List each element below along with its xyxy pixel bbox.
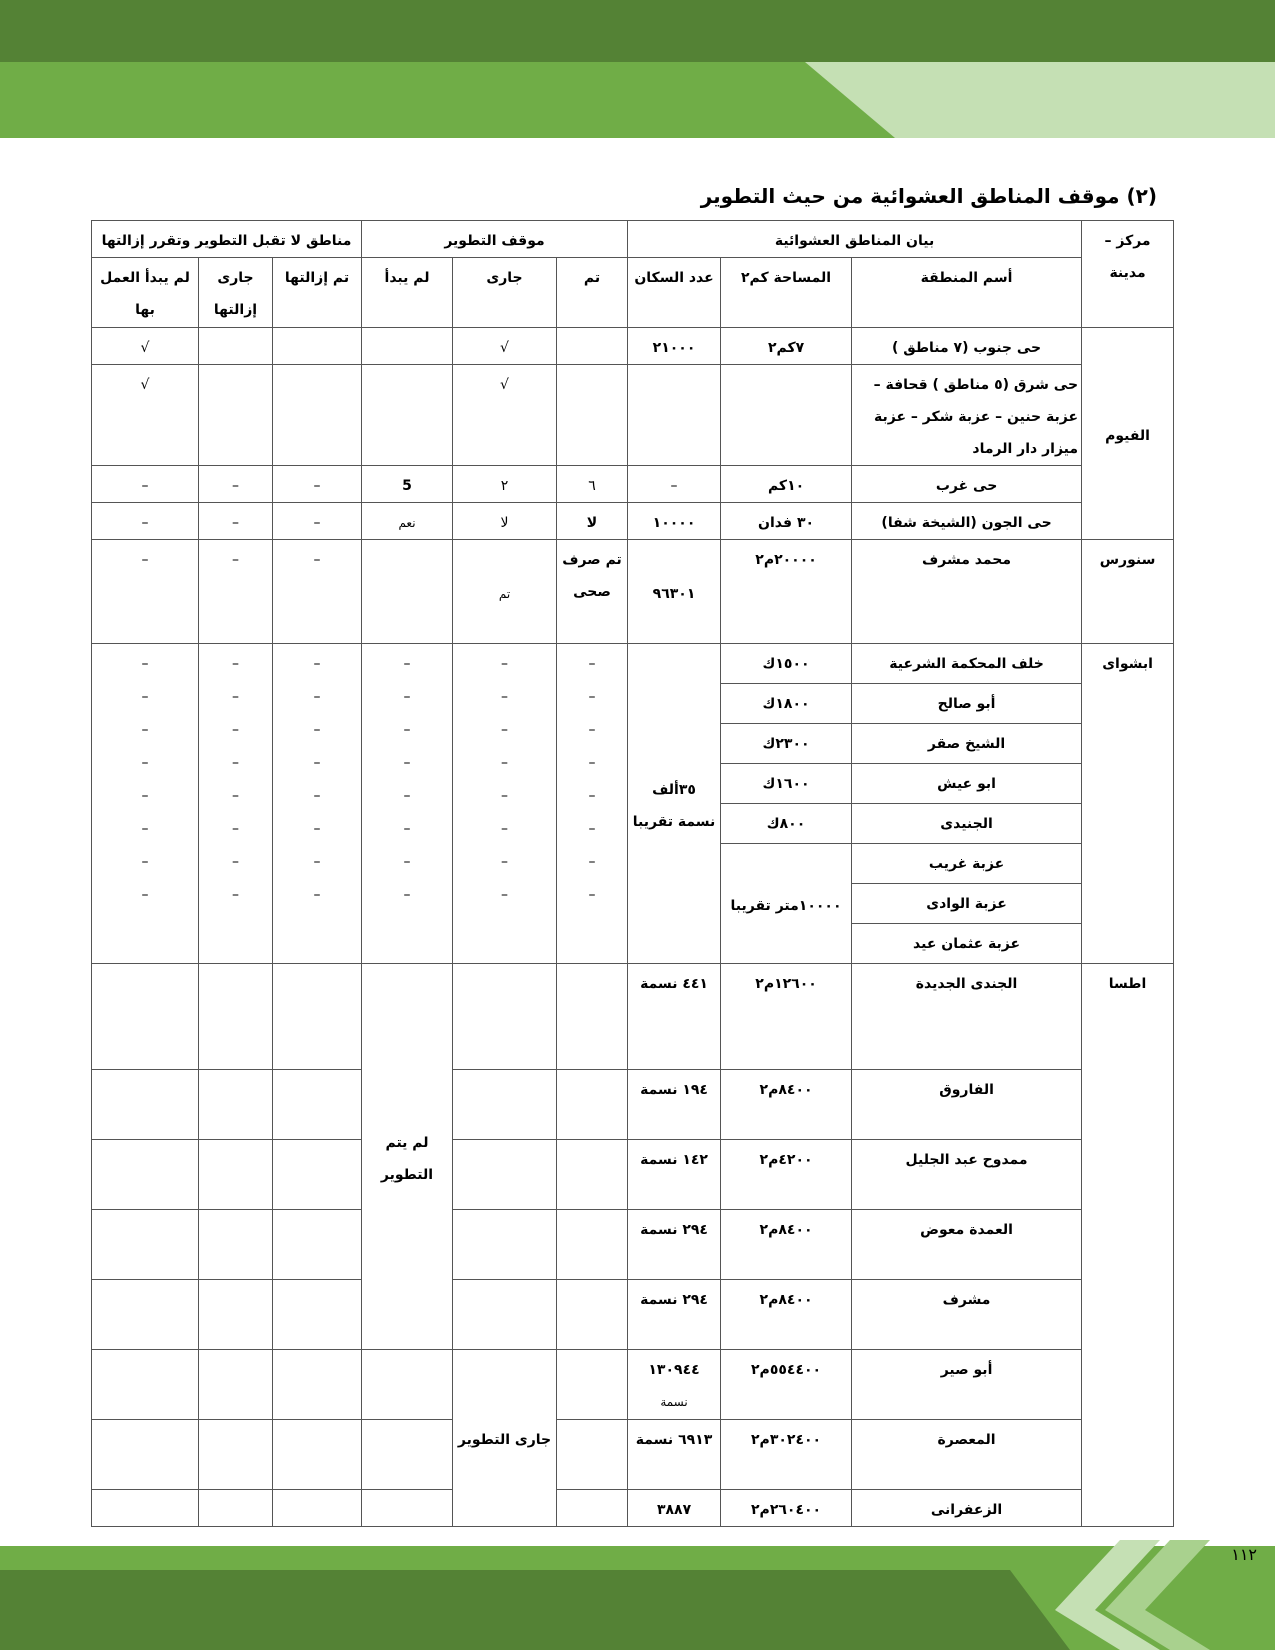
dash-mark: – — [141, 821, 149, 837]
area-name: خلف المحكمة الشرعية — [852, 644, 1082, 684]
area-size: ٢٣٠٠ك — [721, 724, 852, 764]
removed-cell: – — [273, 540, 362, 644]
dash-column — [456, 648, 553, 912]
done-cell — [557, 1140, 628, 1210]
ongoing-cell: √ — [453, 328, 557, 365]
area-name: مشرف — [852, 1280, 1082, 1350]
area-name: ممدوح عبد الجليل — [852, 1140, 1082, 1210]
area-size: ٣٠٢٤٠٠م٢ — [721, 1420, 852, 1490]
dash-mark: – — [141, 854, 149, 870]
ongoing-cell: لا — [453, 503, 557, 540]
dash-mark: – — [232, 887, 239, 903]
area-size: ٥٥٤٤٠٠م٢ — [721, 1350, 852, 1420]
removed-cell — [273, 1210, 362, 1280]
dash-column — [365, 648, 449, 912]
table-row — [92, 1490, 1174, 1527]
removal-ongoing-cell — [199, 365, 273, 466]
header-population: عدد السكان — [628, 258, 721, 328]
population: ٢٩٤ نسمة — [628, 1210, 721, 1280]
table-row — [92, 1350, 1174, 1420]
area-size: ٢٠٠٠٠م٢ — [721, 540, 852, 644]
done-cell — [557, 1210, 628, 1280]
area-size: ٨٤٠٠م٢ — [721, 1280, 852, 1350]
done-cell — [557, 365, 628, 466]
removal-ongoing-cell — [199, 1140, 273, 1210]
ongoing-cell — [453, 644, 557, 964]
table-row — [92, 1070, 1174, 1140]
work-not-started-cell: √ — [92, 328, 199, 365]
page-title: (٢) موقف المناطق العشوائية من حيث التطوير — [700, 184, 1157, 208]
work-not-started-cell: – — [92, 466, 199, 503]
area-size: ٨٠٠ك — [721, 804, 852, 844]
work-not-started-cell — [92, 1140, 199, 1210]
work-not-started-cell — [92, 1210, 199, 1280]
dash-mark: – — [501, 821, 509, 837]
under-development-cell: جارى التطوير — [453, 1350, 557, 1527]
population: ٣٨٨٧ — [628, 1490, 721, 1527]
population: ١٤٢ نسمة — [628, 1140, 721, 1210]
table-row — [92, 1280, 1174, 1350]
done-cell: لا — [557, 503, 628, 540]
not-started-cell — [362, 1350, 453, 1420]
population: ٤٤١ نسمة — [628, 964, 721, 1070]
area-size: ٣٠ فدان — [721, 503, 852, 540]
dash-mark: – — [588, 722, 596, 738]
dash-mark: – — [403, 788, 411, 804]
not-started-cell — [362, 540, 453, 644]
dash-mark: – — [403, 656, 411, 672]
dash-mark: – — [501, 854, 509, 870]
table-row — [92, 466, 1174, 503]
header-ongoing: جارى — [453, 258, 557, 328]
area-name: الشيخ صقر — [852, 724, 1082, 764]
population: ٢٩٤ نسمة — [628, 1280, 721, 1350]
area-name: المعصرة — [852, 1420, 1082, 1490]
dash-column — [202, 648, 269, 912]
dash-mark: – — [501, 887, 509, 903]
center-name: ابشواى — [1082, 644, 1174, 964]
not-started-cell — [362, 1420, 453, 1490]
population: ٣٥ألف نسمة تقريبا — [628, 644, 721, 964]
population: ٦٩١٣ نسمة — [628, 1420, 721, 1490]
work-not-started-cell — [92, 964, 199, 1070]
removal-ongoing-cell — [199, 964, 273, 1070]
area-name: الزعفرانى — [852, 1490, 1082, 1527]
dash-mark: – — [313, 722, 321, 738]
header-development-status: موقف التطوير — [362, 221, 628, 258]
dash-mark: – — [232, 755, 239, 771]
removal-ongoing-cell — [199, 1280, 273, 1350]
population: ٩٦٣٠١ — [628, 540, 721, 644]
dash-mark: – — [313, 656, 321, 672]
area-size: ١٥٠٠ك — [721, 644, 852, 684]
page-number: ١١٢ — [1231, 1545, 1257, 1564]
ongoing-cell — [453, 1070, 557, 1140]
dash-mark: – — [588, 821, 596, 837]
removal-ongoing-cell — [199, 1070, 273, 1140]
removal-ongoing-cell: – — [199, 466, 273, 503]
area-size: ١٠كم — [721, 466, 852, 503]
table-row — [92, 540, 1174, 644]
ongoing-cell — [453, 1140, 557, 1210]
done-cell — [557, 1490, 628, 1527]
area-name: محمد مشرف — [852, 540, 1082, 644]
work-not-started-cell — [92, 1490, 199, 1527]
removed-cell — [273, 644, 362, 964]
footer-banner — [0, 1540, 1275, 1650]
area-size: ٨٤٠٠م٢ — [721, 1210, 852, 1280]
removal-ongoing-cell — [199, 1490, 273, 1527]
ongoing-cell: ٢ — [453, 466, 557, 503]
ongoing-cell — [453, 1210, 557, 1280]
done-cell — [557, 964, 628, 1070]
work-not-started-cell: √ — [92, 365, 199, 466]
dash-mark: – — [232, 722, 239, 738]
not-started-cell — [362, 365, 453, 466]
population: ١٩٤ نسمة — [628, 1070, 721, 1140]
dash-mark: – — [501, 722, 509, 738]
removed-cell — [273, 1280, 362, 1350]
table-row — [92, 1210, 1174, 1280]
dash-mark: – — [141, 722, 149, 738]
area-name: الجنيدى — [852, 804, 1082, 844]
dash-mark: – — [403, 887, 411, 903]
dash-column — [560, 648, 624, 912]
area-name: عزبة غريب — [852, 844, 1082, 884]
area-name: حى جنوب (٧ مناطق ) — [852, 328, 1082, 365]
population-value: ١٣٠٩٤٤ — [648, 1362, 700, 1378]
area-size: ١٠٠٠٠متر تقريبا — [721, 844, 852, 964]
removed-cell: – — [273, 503, 362, 540]
table-row — [92, 644, 1174, 684]
dash-mark: – — [588, 887, 596, 903]
header-done: تم — [557, 258, 628, 328]
dash-mark: – — [232, 788, 239, 804]
center-name: اطسا — [1082, 964, 1174, 1527]
area-size: ١٨٠٠ك — [721, 684, 852, 724]
area-name: حى شرق (٥ مناطق ) قحافة – عزبة حنين – عزبة شكر – عزبة ميزار دار الرماد — [852, 365, 1082, 466]
removed-cell — [273, 365, 362, 466]
done-cell — [557, 1070, 628, 1140]
ongoing-cell — [453, 964, 557, 1070]
area-name: أبو صير — [852, 1350, 1082, 1420]
area-size: ٧كم٢ — [721, 328, 852, 365]
done-cell — [557, 1420, 628, 1490]
dash-mark: – — [313, 788, 321, 804]
dash-mark: – — [588, 656, 596, 672]
dash-mark: – — [232, 656, 239, 672]
removed-cell — [273, 1350, 362, 1420]
dash-mark: – — [501, 689, 509, 705]
header-area-size: المساحة كم٢ — [721, 258, 852, 328]
removal-ongoing-cell — [199, 328, 273, 365]
work-not-started-cell — [92, 1420, 199, 1490]
header-removed: تم إزالتها — [273, 258, 362, 328]
center-name: الفيوم — [1082, 328, 1174, 540]
header-area-name: أسم المنطقة — [852, 258, 1082, 328]
not-started-cell: نعم — [362, 503, 453, 540]
removed-cell — [273, 1070, 362, 1140]
dash-mark: – — [403, 854, 411, 870]
not-developed-cell: لم يتم التطوير — [362, 964, 453, 1350]
removed-cell: – — [273, 466, 362, 503]
dash-mark: – — [403, 722, 411, 738]
work-not-started-cell — [92, 1280, 199, 1350]
table-row — [92, 964, 1174, 1070]
header-row-1 — [92, 221, 1174, 258]
table-row — [92, 365, 1174, 466]
population: ١٠٠٠٠ — [628, 503, 721, 540]
area-name: أبو صالح — [852, 684, 1082, 724]
done-cell — [557, 1350, 628, 1420]
table-row — [92, 328, 1174, 365]
done-cell — [557, 1280, 628, 1350]
area-name: حى غرب — [852, 466, 1082, 503]
not-started-cell — [362, 328, 453, 365]
population: ٢١٠٠٠ — [628, 328, 721, 365]
work-not-started-cell — [92, 1070, 199, 1140]
dash-mark: – — [232, 821, 239, 837]
table-row — [92, 503, 1174, 540]
header-row-2 — [92, 258, 1174, 328]
area-size: ١٦٠٠ك — [721, 764, 852, 804]
removal-ongoing-cell: – — [199, 540, 273, 644]
dash-mark: – — [313, 854, 321, 870]
not-started-cell — [362, 1490, 453, 1527]
dash-mark: – — [313, 755, 321, 771]
dash-mark: – — [501, 755, 509, 771]
dash-mark: – — [501, 788, 509, 804]
header-removal-ongoing: جارى إزالتها — [199, 258, 273, 328]
done-cell: تم صرف صحى — [557, 540, 628, 644]
work-not-started-cell: – — [92, 503, 199, 540]
area-size: ١٢٦٠٠م٢ — [721, 964, 852, 1070]
dash-mark: – — [403, 821, 411, 837]
area-size: ٤٢٠٠م٢ — [721, 1140, 852, 1210]
dash-mark: – — [141, 689, 149, 705]
not-started-cell — [362, 644, 453, 964]
done-cell — [557, 644, 628, 964]
dash-mark: – — [403, 755, 411, 771]
header-not-started: لم يبدأ — [362, 258, 453, 328]
population: – — [628, 466, 721, 503]
header-not-developable: مناطق لا تقبل التطوير وتقرر إزالتها — [92, 221, 362, 258]
done-cell — [557, 328, 628, 365]
removed-cell — [273, 1420, 362, 1490]
header-center: مركز – مدينة — [1082, 221, 1174, 328]
removed-cell — [273, 1490, 362, 1527]
removal-ongoing-cell — [199, 644, 273, 964]
ongoing-cell: تم — [453, 540, 557, 644]
removal-ongoing-cell — [199, 1420, 273, 1490]
removed-cell — [273, 328, 362, 365]
removal-ongoing-cell: – — [199, 503, 273, 540]
area-name: ابو عيش — [852, 764, 1082, 804]
dash-mark: – — [141, 788, 149, 804]
removed-cell — [273, 1140, 362, 1210]
area-name: العمدة معوض — [852, 1210, 1082, 1280]
dash-mark: – — [588, 854, 596, 870]
dash-mark: – — [588, 788, 596, 804]
dash-mark: – — [141, 656, 149, 672]
area-name: عزبة عثمان عيد — [852, 924, 1082, 964]
area-name: عزبة الوادى — [852, 884, 1082, 924]
ongoing-cell — [453, 1280, 557, 1350]
dash-mark: – — [232, 854, 239, 870]
table-row — [92, 1420, 1174, 1490]
not-started-cell: 5 — [362, 466, 453, 503]
dash-column — [276, 648, 358, 912]
dash-mark: – — [141, 755, 149, 771]
population — [628, 1350, 721, 1420]
work-not-started-cell — [92, 1350, 199, 1420]
area-size: ٨٤٠٠م٢ — [721, 1070, 852, 1140]
header-work-not-started: لم يبدأ العمل بها — [92, 258, 199, 328]
removal-ongoing-cell — [199, 1210, 273, 1280]
dash-mark: – — [313, 821, 321, 837]
header-informal-areas: بيان المناطق العشوائية — [628, 221, 1082, 258]
population-unit: نسمة — [660, 1395, 688, 1409]
dash-mark: – — [588, 689, 596, 705]
dash-mark: – — [501, 656, 509, 672]
center-name: سنورس — [1082, 540, 1174, 644]
dash-column — [95, 648, 195, 912]
dash-mark: – — [588, 755, 596, 771]
dash-mark: – — [141, 887, 149, 903]
work-not-started-cell: – — [92, 540, 199, 644]
table-row — [92, 1140, 1174, 1210]
area-size — [721, 365, 852, 466]
work-not-started-cell — [92, 644, 199, 964]
area-name: الفاروق — [852, 1070, 1082, 1140]
informal-areas-table — [91, 220, 1174, 1527]
area-size: ٢٦٠٤٠٠م٢ — [721, 1490, 852, 1527]
ongoing-cell: √ — [453, 365, 557, 466]
area-name: الجندى الجديدة — [852, 964, 1082, 1070]
header-banner — [0, 0, 1275, 140]
removal-ongoing-cell — [199, 1350, 273, 1420]
dash-mark: – — [313, 887, 321, 903]
done-cell: ٦ — [557, 466, 628, 503]
removed-cell — [273, 964, 362, 1070]
dash-mark: – — [403, 689, 411, 705]
dash-mark: – — [313, 689, 321, 705]
area-name: حى الجون (الشيخة شفا) — [852, 503, 1082, 540]
population — [628, 365, 721, 466]
dash-mark: – — [232, 689, 239, 705]
